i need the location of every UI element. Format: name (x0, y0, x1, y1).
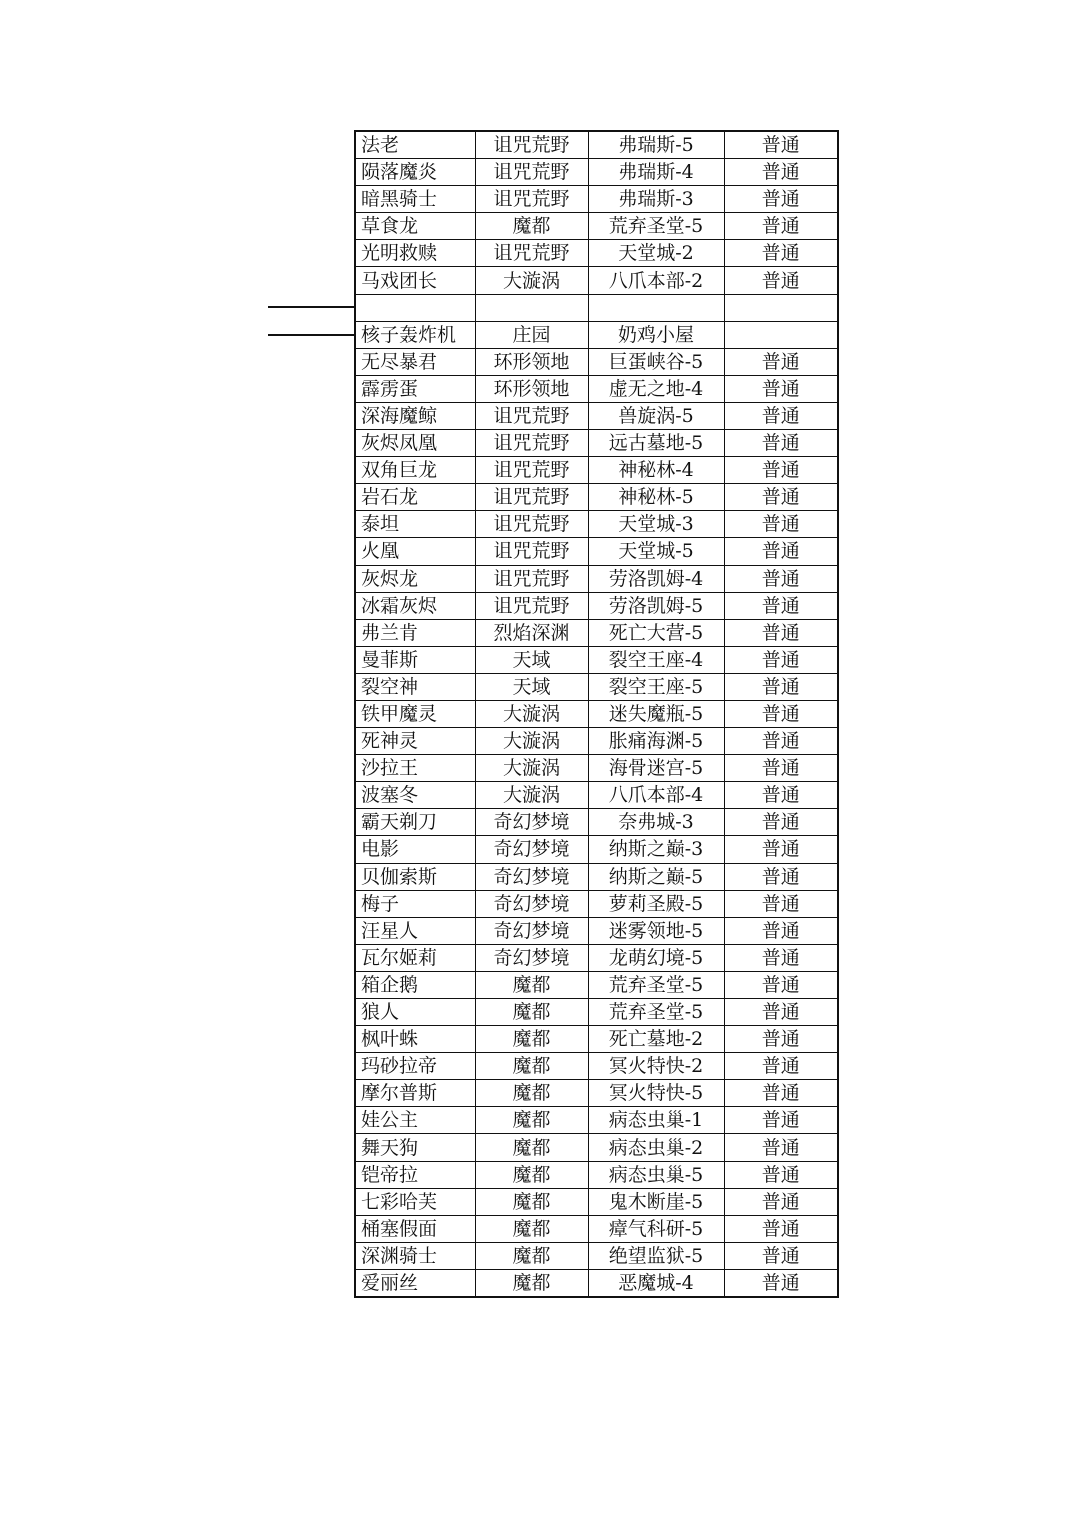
stage-cell: 劳洛凯姆-5 (588, 592, 724, 619)
region-cell: 奇幻梦境 (475, 836, 588, 863)
table-row (355, 728, 838, 755)
stage-cell (588, 294, 724, 321)
difficulty-cell: 普通 (724, 267, 838, 294)
monster-name-cell: 娃公主 (355, 1107, 475, 1134)
region-cell: 奇幻梦境 (475, 917, 588, 944)
monster-name-cell: 火凰 (355, 538, 475, 565)
difficulty-cell: 普通 (724, 1053, 838, 1080)
monster-name-cell: 双角巨龙 (355, 457, 475, 484)
table-row (355, 511, 838, 538)
difficulty-cell: 普通 (724, 430, 838, 457)
table-row (355, 917, 838, 944)
region-cell: 魔都 (475, 213, 588, 240)
table-row (355, 131, 838, 159)
difficulty-cell: 普通 (724, 944, 838, 971)
region-cell: 环形领地 (475, 375, 588, 402)
table-row (355, 1107, 838, 1134)
monster-name-cell: 无尽暴君 (355, 348, 475, 375)
difficulty-cell: 普通 (724, 782, 838, 809)
difficulty-cell: 普通 (724, 917, 838, 944)
monster-name-cell: 弗兰肯 (355, 619, 475, 646)
table-row (355, 267, 838, 294)
region-cell: 奇幻梦境 (475, 944, 588, 971)
difficulty-cell: 普通 (724, 1107, 838, 1134)
table-row (355, 1053, 838, 1080)
stage-cell: 天堂城-2 (588, 240, 724, 267)
difficulty-cell: 普通 (724, 1269, 838, 1297)
monster-name-cell: 草食龙 (355, 213, 475, 240)
table-row (355, 1161, 838, 1188)
monster-name-cell: 桶塞假面 (355, 1215, 475, 1242)
stage-cell: 神秘林-5 (588, 484, 724, 511)
stage-cell: 八爪本部-4 (588, 782, 724, 809)
region-cell: 魔都 (475, 1242, 588, 1269)
region-cell: 魔都 (475, 1161, 588, 1188)
region-cell: 奇幻梦境 (475, 809, 588, 836)
stage-cell: 天堂城-3 (588, 511, 724, 538)
stage-cell: 劳洛凯姆-4 (588, 565, 724, 592)
monster-name-cell: 梅子 (355, 890, 475, 917)
stage-cell: 病态虫巢-2 (588, 1134, 724, 1161)
stage-cell: 虚无之地-4 (588, 375, 724, 402)
table-row (355, 294, 838, 321)
stage-cell: 鬼木断崖-5 (588, 1188, 724, 1215)
region-cell: 诅咒荒野 (475, 565, 588, 592)
monster-name-cell (355, 294, 475, 321)
stage-cell: 病态虫巢-5 (588, 1161, 724, 1188)
region-cell: 诅咒荒野 (475, 131, 588, 159)
region-cell: 诅咒荒野 (475, 592, 588, 619)
stage-cell: 八爪本部-2 (588, 267, 724, 294)
table-row (355, 402, 838, 429)
table-row (355, 240, 838, 267)
monster-location-table (354, 130, 839, 1298)
region-cell: 魔都 (475, 1026, 588, 1053)
stage-cell: 死亡大营-5 (588, 619, 724, 646)
stage-cell: 荒弃圣堂-5 (588, 971, 724, 998)
monster-name-cell: 冰霜灰烬 (355, 592, 475, 619)
monster-name-cell: 沙拉王 (355, 755, 475, 782)
difficulty-cell: 普通 (724, 213, 838, 240)
table-row (355, 457, 838, 484)
stage-cell: 迷失魔瓶-5 (588, 700, 724, 727)
difficulty-cell: 普通 (724, 1026, 838, 1053)
stage-cell: 绝望监狱-5 (588, 1242, 724, 1269)
region-cell: 诅咒荒野 (475, 484, 588, 511)
difficulty-cell: 普通 (724, 1161, 838, 1188)
difficulty-cell: 普通 (724, 999, 838, 1026)
stage-cell: 奶鸡小屋 (588, 321, 724, 348)
difficulty-cell (724, 321, 838, 348)
table-row (355, 646, 838, 673)
region-cell: 魔都 (475, 1215, 588, 1242)
region-cell: 魔都 (475, 971, 588, 998)
region-cell: 诅咒荒野 (475, 457, 588, 484)
monster-name-cell: 玛砂拉帝 (355, 1053, 475, 1080)
stage-cell: 海骨迷宫-5 (588, 755, 724, 782)
region-cell: 魔都 (475, 1269, 588, 1297)
table-row (355, 782, 838, 809)
difficulty-cell: 普通 (724, 863, 838, 890)
region-cell: 魔都 (475, 1134, 588, 1161)
difficulty-cell: 普通 (724, 131, 838, 159)
monster-name-cell: 死神灵 (355, 728, 475, 755)
stage-cell: 荒弃圣堂-5 (588, 999, 724, 1026)
stage-cell: 纳斯之巅-3 (588, 836, 724, 863)
difficulty-cell: 普通 (724, 836, 838, 863)
region-cell: 诅咒荒野 (475, 159, 588, 186)
difficulty-cell (724, 294, 838, 321)
stage-cell: 裂空王座-5 (588, 673, 724, 700)
stage-cell: 天堂城-5 (588, 538, 724, 565)
difficulty-cell: 普通 (724, 673, 838, 700)
stage-cell: 裂空王座-4 (588, 646, 724, 673)
region-cell: 大漩涡 (475, 700, 588, 727)
table-row (355, 999, 838, 1026)
region-cell: 庄园 (475, 321, 588, 348)
region-cell: 大漩涡 (475, 755, 588, 782)
monster-name-cell: 灰烬龙 (355, 565, 475, 592)
region-cell: 魔都 (475, 1080, 588, 1107)
monster-name-cell: 灰烬凤凰 (355, 430, 475, 457)
stage-cell: 龙萌幻境-5 (588, 944, 724, 971)
table-row (355, 430, 838, 457)
difficulty-cell: 普通 (724, 457, 838, 484)
region-cell: 奇幻梦境 (475, 890, 588, 917)
region-cell: 大漩涡 (475, 267, 588, 294)
monster-name-cell: 马戏团长 (355, 267, 475, 294)
stage-cell: 冥火特快-5 (588, 1080, 724, 1107)
table-row (355, 619, 838, 646)
stage-cell: 瘴气科研-5 (588, 1215, 724, 1242)
table-row (355, 186, 838, 213)
row-separator-line-top (268, 306, 356, 308)
table-row (355, 159, 838, 186)
monster-name-cell: 裂空神 (355, 673, 475, 700)
stage-cell: 神秘林-4 (588, 457, 724, 484)
region-cell: 大漩涡 (475, 728, 588, 755)
stage-cell: 巨蛋峡谷-5 (588, 348, 724, 375)
monster-name-cell: 曼菲斯 (355, 646, 475, 673)
difficulty-cell: 普通 (724, 565, 838, 592)
monster-name-cell: 核子轰炸机 (355, 321, 475, 348)
table-row (355, 321, 838, 348)
stage-cell: 纳斯之巅-5 (588, 863, 724, 890)
monster-name-cell: 舞天狗 (355, 1134, 475, 1161)
table-row (355, 700, 838, 727)
difficulty-cell: 普通 (724, 646, 838, 673)
region-cell: 诅咒荒野 (475, 430, 588, 457)
difficulty-cell: 普通 (724, 728, 838, 755)
difficulty-cell: 普通 (724, 700, 838, 727)
monster-name-cell: 陨落魔炎 (355, 159, 475, 186)
region-cell: 烈焰深渊 (475, 619, 588, 646)
table-row (355, 538, 838, 565)
stage-cell: 荒弃圣堂-5 (588, 213, 724, 240)
difficulty-cell: 普通 (724, 1134, 838, 1161)
stage-cell: 远古墓地-5 (588, 430, 724, 457)
monster-name-cell: 泰坦 (355, 511, 475, 538)
table-row (355, 484, 838, 511)
table-row (355, 1134, 838, 1161)
difficulty-cell: 普通 (724, 1215, 838, 1242)
monster-name-cell: 光明救赎 (355, 240, 475, 267)
difficulty-cell: 普通 (724, 619, 838, 646)
region-cell: 环形领地 (475, 348, 588, 375)
monster-name-cell: 贝伽索斯 (355, 863, 475, 890)
monster-name-cell: 铠帝拉 (355, 1161, 475, 1188)
monster-location-table-container (354, 130, 837, 1298)
difficulty-cell: 普通 (724, 511, 838, 538)
region-cell: 魔都 (475, 1107, 588, 1134)
table-row (355, 863, 838, 890)
table-row (355, 971, 838, 998)
table-row (355, 809, 838, 836)
stage-cell: 死亡墓地-2 (588, 1026, 724, 1053)
difficulty-cell: 普通 (724, 402, 838, 429)
monster-name-cell: 暗黑骑士 (355, 186, 475, 213)
table-row (355, 565, 838, 592)
difficulty-cell: 普通 (724, 1080, 838, 1107)
region-cell: 天域 (475, 646, 588, 673)
difficulty-cell: 普通 (724, 1242, 838, 1269)
table-row (355, 1269, 838, 1297)
region-cell: 诅咒荒野 (475, 511, 588, 538)
monster-name-cell: 深海魔鲸 (355, 402, 475, 429)
table-row (355, 755, 838, 782)
region-cell: 魔都 (475, 1188, 588, 1215)
monster-name-cell: 摩尔普斯 (355, 1080, 475, 1107)
region-cell (475, 294, 588, 321)
table-row (355, 944, 838, 971)
table-row (355, 1026, 838, 1053)
difficulty-cell: 普通 (724, 890, 838, 917)
monster-name-cell: 铁甲魔灵 (355, 700, 475, 727)
region-cell: 魔都 (475, 999, 588, 1026)
monster-name-cell: 波塞冬 (355, 782, 475, 809)
table-row (355, 1188, 838, 1215)
region-cell: 诅咒荒野 (475, 240, 588, 267)
monster-name-cell: 霹雳蛋 (355, 375, 475, 402)
table-row (355, 1242, 838, 1269)
difficulty-cell: 普通 (724, 971, 838, 998)
table-row (355, 1080, 838, 1107)
region-cell: 大漩涡 (475, 782, 588, 809)
monster-name-cell: 狼人 (355, 999, 475, 1026)
stage-cell: 奈弗城-3 (588, 809, 724, 836)
difficulty-cell: 普通 (724, 375, 838, 402)
stage-cell: 弗瑞斯-5 (588, 131, 724, 159)
monster-name-cell: 爱丽丝 (355, 1269, 475, 1297)
stage-cell: 迷雾领地-5 (588, 917, 724, 944)
difficulty-cell: 普通 (724, 538, 838, 565)
difficulty-cell: 普通 (724, 240, 838, 267)
table-row (355, 1215, 838, 1242)
monster-name-cell: 电影 (355, 836, 475, 863)
difficulty-cell: 普通 (724, 1188, 838, 1215)
difficulty-cell: 普通 (724, 348, 838, 375)
row-separator-line-bottom (268, 334, 356, 336)
monster-name-cell: 深渊骑士 (355, 1242, 475, 1269)
stage-cell: 冥火特快-2 (588, 1053, 724, 1080)
difficulty-cell: 普通 (724, 484, 838, 511)
region-cell: 诅咒荒野 (475, 186, 588, 213)
table-row (355, 673, 838, 700)
stage-cell: 弗瑞斯-4 (588, 159, 724, 186)
region-cell: 诅咒荒野 (475, 538, 588, 565)
table-row (355, 375, 838, 402)
stage-cell: 病态虫巢-1 (588, 1107, 724, 1134)
table-row (355, 592, 838, 619)
stage-cell: 弗瑞斯-3 (588, 186, 724, 213)
stage-cell: 恶魔城-4 (588, 1269, 724, 1297)
monster-name-cell: 岩石龙 (355, 484, 475, 511)
stage-cell: 胀痛海渊-5 (588, 728, 724, 755)
difficulty-cell: 普通 (724, 809, 838, 836)
monster-name-cell: 七彩哈芙 (355, 1188, 475, 1215)
monster-name-cell: 箱企鹅 (355, 971, 475, 998)
table-body (355, 131, 838, 1297)
difficulty-cell: 普通 (724, 186, 838, 213)
monster-name-cell: 法老 (355, 131, 475, 159)
difficulty-cell: 普通 (724, 159, 838, 186)
region-cell: 诅咒荒野 (475, 402, 588, 429)
table-row (355, 836, 838, 863)
region-cell: 天域 (475, 673, 588, 700)
table-row (355, 348, 838, 375)
stage-cell: 兽旋涡-5 (588, 402, 724, 429)
region-cell: 魔都 (475, 1053, 588, 1080)
monster-name-cell: 瓦尔姬莉 (355, 944, 475, 971)
monster-name-cell: 霸天剃刀 (355, 809, 475, 836)
difficulty-cell: 普通 (724, 755, 838, 782)
table-row (355, 213, 838, 240)
table-row (355, 890, 838, 917)
monster-name-cell: 枫叶蛛 (355, 1026, 475, 1053)
region-cell: 奇幻梦境 (475, 863, 588, 890)
monster-name-cell: 汪星人 (355, 917, 475, 944)
stage-cell: 萝莉圣殿-5 (588, 890, 724, 917)
difficulty-cell: 普通 (724, 592, 838, 619)
